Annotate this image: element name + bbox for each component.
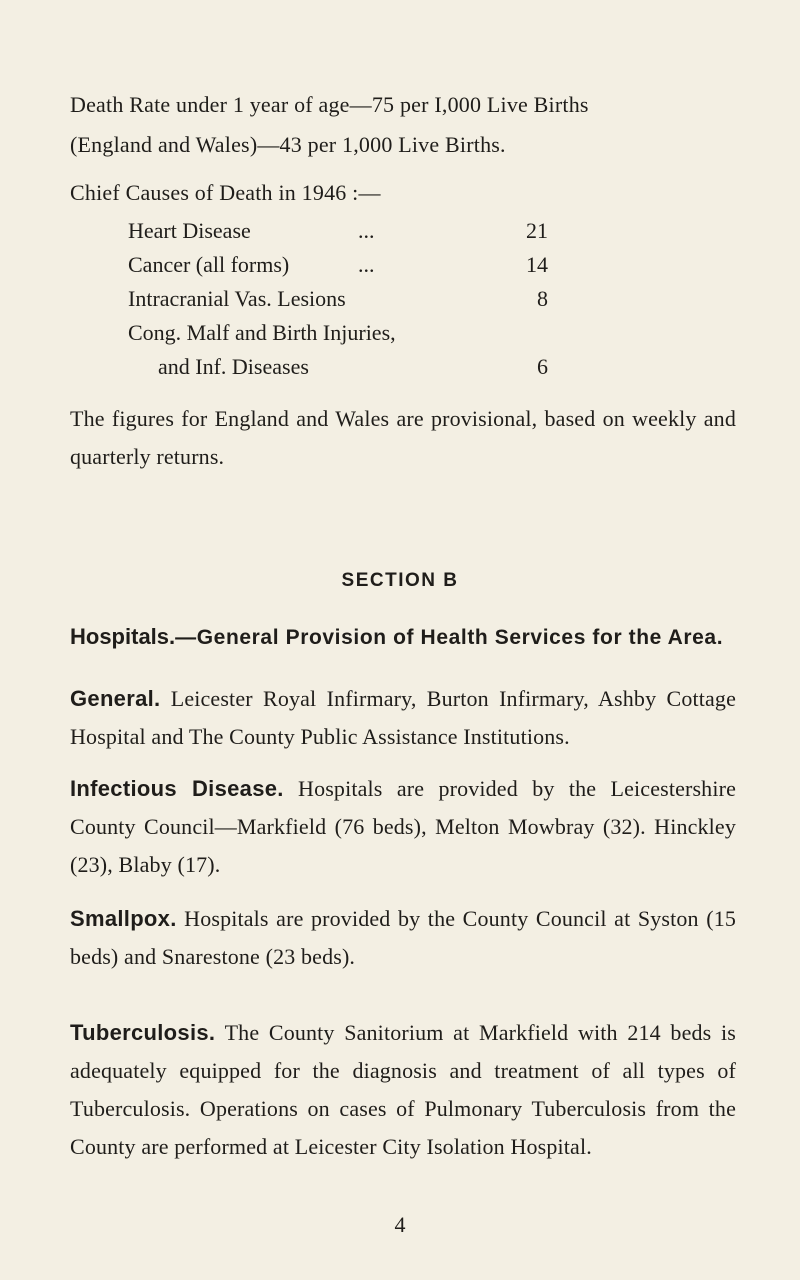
cause-leader-dots: ... (358, 252, 375, 277)
hospitals-heading-lead: Hospitals. (70, 624, 176, 649)
cause-name: Cong. Malf and Birth Injuries, (128, 320, 396, 345)
death-rate-line-1: Death Rate under 1 year of age—75 per I,000 Live Births (70, 92, 589, 117)
general-paragraph (70, 680, 736, 756)
tuberculosis-paragraph (70, 1014, 736, 1166)
smallpox-paragraph (70, 900, 736, 976)
tuberculosis-text: The County Sanitorium at Markfield with 214 beds is adequately equipped for the diagnosis and treatment of all types of Tuberculosis. Operations on cases of Pulmonary Tuberculosis from the County are performed at Leicester City Isolation Hospital. (70, 1020, 736, 1159)
page-number: 4 (394, 1212, 406, 1237)
cause-name: Cancer (all forms) (128, 252, 290, 277)
cause-value: 14 (526, 252, 548, 277)
tuberculosis-heading: Tuberculosis. (70, 1020, 216, 1045)
general-heading: General. (70, 686, 161, 711)
hospitals-heading (70, 624, 723, 650)
cause-name: Heart Disease (128, 218, 251, 243)
cause-value: 21 (526, 218, 548, 243)
smallpox-text: Hospitals are provided by the County Council at Syston (15 beds) and Snarestone (23 beds). (70, 906, 736, 969)
hospitals-heading-rest: —General Provision of Health Services for the Area. (175, 626, 724, 649)
cause-value: 8 (537, 286, 548, 311)
cause-leader-dots: ... (358, 218, 375, 243)
infectious-text: Hospitals are provided by the Leicestershire County Council—Markfield (76 beds), Melton Mowbray (32). Hinckley (23), Blaby (17). (70, 776, 736, 877)
cause-name: and Inf. Diseases (158, 354, 309, 379)
causes-heading: Chief Causes of Death in 1946 :— (70, 180, 381, 205)
smallpox-heading: Smallpox. (70, 906, 177, 931)
general-text: Leicester Royal Infirmary, Burton Infirmary, Ashby Cottage Hospital and The County Public Assistance Institutions. (70, 686, 736, 749)
cause-name: Intracranial Vas. Lesions (128, 286, 346, 311)
infectious-paragraph (70, 770, 736, 884)
provisional-note: The figures for England and Wales are provisional, based on weekly and quarterly returns. (70, 406, 736, 469)
section-title: SECTION B (341, 570, 459, 591)
infectious-heading: Infectious Disease. (70, 776, 284, 801)
cause-value: 6 (537, 354, 548, 379)
death-rate-line-2: (England and Wales)—43 per 1,000 Live Births. (70, 132, 506, 157)
